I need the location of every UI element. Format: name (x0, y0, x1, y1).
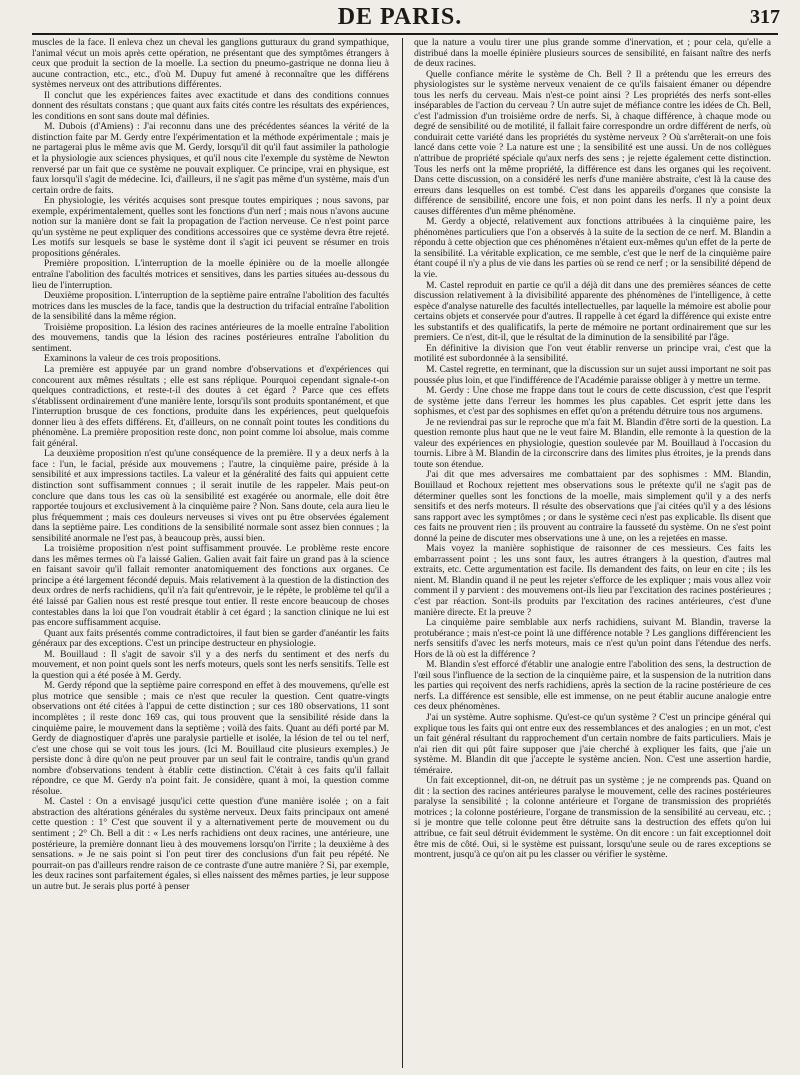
paragraph: M. Blandin s'est efforcé d'établir une analogie entre l'abolition des sens, la destruction de l'œil sous l'influence de la section de la cinquième paire, et la suspension de la nutrition dans les parties qui reçoivent des nerfs rachidiens, après la section de la racine postérieure de ces nerfs. La différence est sensible, elle est immense, on ne peut établir aucune analogie entre ces deux phénomènes. (414, 659, 771, 713)
paragraph: La cinquième paire semblable aux nerfs rachidiens, suivant M. Blandin, traverse la protubérance ; mais n'est-ce point là une différence notable ? Les ganglions différencient les nerfs sensitifs d'avec les nerfs moteurs, mais ce n'est qu'un point dans l'étendue des nerfs. Hors de là où est la différence ? (414, 617, 771, 660)
paragraph: Quelle confiance mérite le système de Ch. Bell ? Il a prétendu que les erreurs des physiologistes sur le système nerveux venaient de ce qu'ils faisaient émaner ou dépendre tous les nerfs du cerveau. Mais n'est-ce point ainsi ? Les propriétés des nerfs sont-elles inséparables de l'action du cerveau ? Un autre sujet de méfiance contre les idées de Ch. Bell, c'est l'admission d'un troisième ordre de nerfs. Si, à chaque différence, à chaque mode ou degré de sensibilité ou de motilité, il fallait faire correspondre un ordre différent de nerfs, où conduirait cette variété dans les propriétés du système nerveux ? Où s'arrêterait-on une fois lancé dans cette voie ? La nature est une ; la sensibilité est une aussi. Un de nos collègues n'attribue de propriété spéciale qu'aux nerfs des sens ; je rejette également cette distinction. Tous les nerfs ont la même propriété, la différence est dans les organes qui les reçoivent. Dans cette discussion, on a considéré les nerfs d'une manière abstraite, c'est là la cause des erreurs dans lesquelles on est tombé. C'est dans les appareils d'organes que consiste la différence de sensibilité, encore une fois, et non point dans les nerfs. Il n'y a point deux causes différentes d'un même phénomène. (414, 68, 771, 217)
paragraph: En définitive la division que l'on veut établir renverse un principe vrai, c'est que la motilité est subordonnée à la sensibilité. (414, 342, 771, 365)
paragraph: M. Gerdy répond que la septième paire correspond en effet à des mouvemens, qu'elle est plus motrice que sensible ; mais ce n'est que reculer la question. Cent quatre-vingts observations ont été citées à l'appui de cette distinction ; sur ces 180 observations, 11 sont incomplètes ; il reste donc 169 cas, qui tous prouvent que la sensibilité réside dans la cinquième paire, le mouvement dans la septième ; voilà des faits. Quant au défi porté par M. Gerdy de diagnostiquer d'après une paralysie partielle et isolée, la lésion de tel ou tel nerf, c'est une chose qui se voit tous les jours. (Ici M. Bouillaud cite plusieurs exemples.) Je persiste donc à dire qu'on ne peut prouver par un seul fait le contraire, tandis qu'un grand nombre d'observations tendent à établir cette distinction. C'était à ces faits qu'il fallait répondre, ce que M. Gerdy n'a point fait. Je considère, quant à moi, la question comme résolue. (32, 680, 389, 797)
paragraph: M. Castel regrette, en terminant, que la discussion sur un sujet aussi important ne soit pas poussée plus loin, et que l'indifférence de l'Académie paraisse obliger à y mettre un terme. (414, 363, 771, 386)
paragraph: Quant aux faits présentés comme contradictoires, il faut bien se garder d'anéantir les faits généraux par des exceptions. C'est un principe destructeur en physiologie. (32, 627, 389, 650)
paragraph: Examinons la valeur de ces trois propositions. (44, 353, 221, 365)
page-header (0, 0, 800, 34)
paragraph: La première est appuyée par un grand nombre d'observations et d'expériences qui concourent aux mêmes résultats ; elle est sans réplique. Pourquoi cependant signale-t-on quelques contradictions, et reste-t-il des doutes à cet égard ? Parce que ces effets s'établissent ordinairement d'une manière lente, lorsqu'ils sont produits spontanément, et que l'interruption brusque de ces fonctions, produite dans les expériences, peut quelquefois donner lieu à des effets différens. Et, d'ailleurs, on ne connaît point toutes les conditions du phénomène. La première proposition reste donc, non point comme loi absolue, mais comme fait général. (32, 363, 389, 449)
paragraph: Troisième proposition. La lésion des racines antérieures de la moelle entraîne l'abolition des mouvemens, tandis que la lésion des racines postérieures entraîne l'abolition du sentiment. (32, 321, 389, 354)
left-column (32, 38, 389, 1066)
paragraph: Un fait exceptionnel, dit-on, ne détruit pas un système ; je ne comprends pas. Quand on dit : la section des racines antérieures paralyse le mouvement, celle des racines postérieures paralyse la sensibilité ; la colonne antérieure et l'organe de transmission des propriétés motrices ; la colonne postérieure, l'organe de transmission de la sensibilité au cerveau, etc. ; si je montre que telle colonne peut être détruite sans la destruction des effets qu'on lui attribue, ce fait seul détruit évidemment le système. On dit encore : un fait exceptionnel doit être mis de côté. Oui, si le système est puissant, lorsqu'une seule ou de rares exceptions se montrent, jusqu'à ce qu'on ait pu les classer ou vérifier le système. (414, 775, 771, 861)
paragraph: Deuxième proposition. L'interruption de la septième paire entraîne l'abolition des facultés motrices dans les muscles de la face, tandis que la destruction du trifacial entraîne l'abolition de la sensibilité dans la même région. (32, 290, 389, 323)
paragraph: M. Castel reproduit en partie ce qu'il a déjà dit dans une des premières séances de cette discussion relativement à la divisibilité apparente des phénomènes de l'intelligence, à cette espèce d'analyse naturelle des facultés intellectuelles, par laquelle la mémoire est abolie pour certains objets et conservée pour d'autres. Il rappelle à cet égard la différence qui existe entre les substantifs et des qualificatifs, la perte de mémoire ne portant ordinairement que sur les premiers. Ce n'est, dit-il, que le résultat de la diminution de la sensibilité par l'âge. (414, 279, 771, 344)
paragraph: M. Castel : On a envisagé jusqu'ici cette question d'une manière isolée ; on a fait abstraction des altérations générales du système nerveux. Deux faits principaux ont amené cette question : 1° C'est que souvent il y a alternativement perte de mouvement ou du sentiment ; 2° Ch. Bell a dit : « Les nerfs rachidiens ont deux racines, une antérieure, une postérieure, la première donnant lieu à des mouvemens lorsqu'on l'irrite ; la deuxième à des sensations. » Je ne sais point si l'on peut tirer des conclusions d'un fait peu répété. Ne pourrait-on pas d'ailleurs rendre raison de ce contraste d'une autre manière ? Si, par exemple, les deux racines sont parfaitement égales, si elles naissent des mêmes parties, je leur suppose un autre but. Je serais plus porté à penser (32, 796, 389, 892)
paragraph: que la nature a voulu tirer une plus grande somme d'inervation, et ; pour cela, qu'elle a distribué dans la moelle épinière plusieurs sources de sensibilité, en faisant naître des nerfs de deux racines. (414, 38, 771, 70)
paragraph: J'ai un système. Autre sophisme. Qu'est-ce qu'un système ? C'est un principe général qui explique tous les faits qui ont entre eux des ressemblances et des analogies ; en un mot, c'est un fait général résultant du rapprochement d'un certain nombre de faits particuliers. Mais je n'ai rien dit qui pût faire supposer que j'aie cherché à expliquer les faits, que j'aie un système. M. Blandin dit que j'accepte le système ancien. Non. C'est une assertion hardie, téméraire. (414, 712, 771, 776)
header-rule (32, 33, 778, 35)
column-divider (402, 38, 403, 1068)
paragraph: M. Gerdy a objecté, relativement aux fonctions attribuées à la cinquième paire, les phénomènes particuliers que l'on a observés à la suite de la section de ce nerf. M. Blandin a répondu à cette objection que ces phénomènes n'étaient eux-mêmes qu'un effet de la perte de la sensibilité. La véritable explication, ce me semble, c'est que le nerf de la cinquième paire étant coupé il n'y a plus de vie dans les parties où se rend ce nerf ; or la sensibilité dépend de la vie. (414, 216, 771, 281)
paragraph: M. Dubois (d'Amiens) : J'ai reconnu dans une des précédentes séances la vérité de la distinction faite par M. Gerdy entre l'expérimentation et la méthode expérimentale ; mais je ne partagerai plus le même avis que M. Gerdy, lorsqu'il dit qu'il faut assimiler la pathologie et la physiologie aux sciences physiques, et qu'il nous cite l'exemple du système de Newton renversé par un fait que ce système ne pouvait expliquer. Ce principe, vrai en physique, est faux lorsqu'il s'agit de médecine. Ici, d'ailleurs, il ne s'agit pas même d'un système, mais d'un certain ordre de faits. (32, 121, 389, 196)
paragraph: M. Gerdy : Une chose me frappe dans tout le cours de cette discussion, c'est que l'esprit de système jette dans l'erreur les hommes les plus capables. Cet esprit jette dans les sophismes, et c'est par des sophismes en effet qu'on a prétendu détruire tous nos argumens. (414, 385, 771, 418)
right-column (414, 38, 771, 1066)
running-title: DE PARIS. (337, 4, 463, 30)
paragraph: La deuxième proposition n'est qu'une conséquence de la première. Il y a deux nerfs à la face : l'un, le facial, préside aux mouvemens ; l'autre, la cinquième paire, préside à la sensibilité et aux impressions tactiles. La valeur et la généralité des faits qui appuient cette distinction sont suffisamment connues ; il serait inutile de les rappeler. Mais peut-on conclure que dans tous les cas où la sensibilité est exagérée ou anormale, elle doit être rapportée toujours et exclusivement à la cinquième paire ? Non. Sans doute, cela aura lieu le plus fréquemment ; mais ces douleurs nerveuses si vives ont pu être observées également dans la septième paire. Les conditions de la sensibilité normale sont assez bien connues ; la sensibilité anormale ne l'est pas, à beaucoup près, aussi bien. (32, 448, 389, 544)
paragraph: En physiologie, les vérités acquises sont presque toutes empiriques ; nous savons, par exemple, expérimentalement, quelles sont les fonctions d'un nerf ; mais nous n'avons aucune notion sur la manière dont se fait la propagation de l'action nerveuse. Ce n'est point parce qu'un système ne peut expliquer des conditions accessoires que ce système devra être rejeté. Les motifs sur lesquels se base le système dont il s'agit ici peuvent se résumer en trois propositions générales. (32, 195, 389, 259)
paragraph: J'ai dit que mes adversaires me combattaient par des sophismes : MM. Blandin, Bouillaud et Rochoux rejettent mes observations sous le prétexte qu'il ne s'agit pas de déterminer quelles sont les fonctions de la moelle, mais simplement qu'il y a des nerfs sensitifs et des nerfs moteurs. Il résulte des observations que j'ai citées qu'il y a des lésions sans rapport avec les symptômes ; or dans le système ceci n'est pas explicable. Ils disent que ces faits ne prouvent rien ; ils prouvent au contraire la fausseté du système. On ne s'est point donné la peine de discuter mes observations une à une, on les a rejetées en masse. (414, 469, 771, 544)
paragraph: Je ne reviendrai pas sur le reproche que m'a fait M. Blandin d'être sorti de la question. La question remonte plus haut que ne le veut faire M. Blandin, elle remonte à la question de la valeur des expériences en physiologie, question soulevée par M. Bouillaud à l'occasion du tournis. Libre à M. Blandin de la circonscrire dans des limites plus étroites, je la prends dans toute son étendue. (414, 416, 771, 470)
paragraph: Première proposition. L'interruption de la moelle épinière ou de la moelle allongée entraîne l'abolition des facultés motrices et sensitives, dans les parties situées au-dessous du lieu de l'interruption. (32, 258, 389, 291)
paragraph: La troisième proposition n'est point suffisamment prouvée. Le problème reste encore dans les mêmes termes où l'a laissé Galien. Galien avait fait faire un grand pas à la science en faisant savoir qu'il fallait remonter anatomiquement des fonctions aux organes. Ce principe a été largement fécondé depuis. Mais relativement à la question de la distinction des deux ordres de nerfs rachidiens, qu'il n'a fait qu'entrevoir, je le répète, le problème tel qu'il a été laissé par Galien nous est resté presque tout entier. Il reste encore beaucoup de choses contestables dans la loi que l'on voudrait établir à cet égard ; la sanction clinique ne lui est pas encore suffisamment acquise. (32, 543, 389, 629)
paragraph: muscles de la face. Il enleva chez un cheval les ganglions gutturaux du grand sympathique, l'animal vécut un mois après cette opération, ne présentant que des symptômes étrangers à ceux que produit la section de la moelle. La section du pneumo-gastrique ne donna lieu à aucune contraction, etc., etc., d'où M. Dupuy fut amené à reconnaître que les différens systèmes nerveux ont des attributions différentes. (32, 38, 389, 91)
paragraph: Mais voyez la manière sophistique de raisonner de ces messieurs. Ces faits les embarrassent point ; les uns sont faux, les autres étrangers à la question, d'autres mal extraits, etc. Cette argumentation est facile. Ils demandent des faits, on leur en cite ; ils les nient. M. Blandin quand il ne peut les rejeter s'efforce de les expliquer ; mais vous allez voir comment il y parvient : des mouvemens ont-ils lieu par l'excitation des racines postérieures ; c'est par réaction. Sont-ils produits par l'excitation des racines antérieures, c'est d'une manière directe. Et la preuve ? (414, 543, 771, 618)
paragraph: M. Bouillaud : Il s'agit de savoir s'il y a des nerfs du sentiment et des nerfs du mouvement, et non point quels sont les nerfs moteurs, quels sont les nerfs sensitifs. Telle est la question qui a été posée à M. Gerdy. (32, 648, 389, 681)
page-number: 317 (750, 6, 780, 28)
paragraph: Il conclut que les expériences faites avec exactitude et dans des conditions connues donnent des résultats constans ; que quant aux faits cités contre les résultats des expériences, les conditions en sont sans doute mal définies. (32, 89, 389, 122)
